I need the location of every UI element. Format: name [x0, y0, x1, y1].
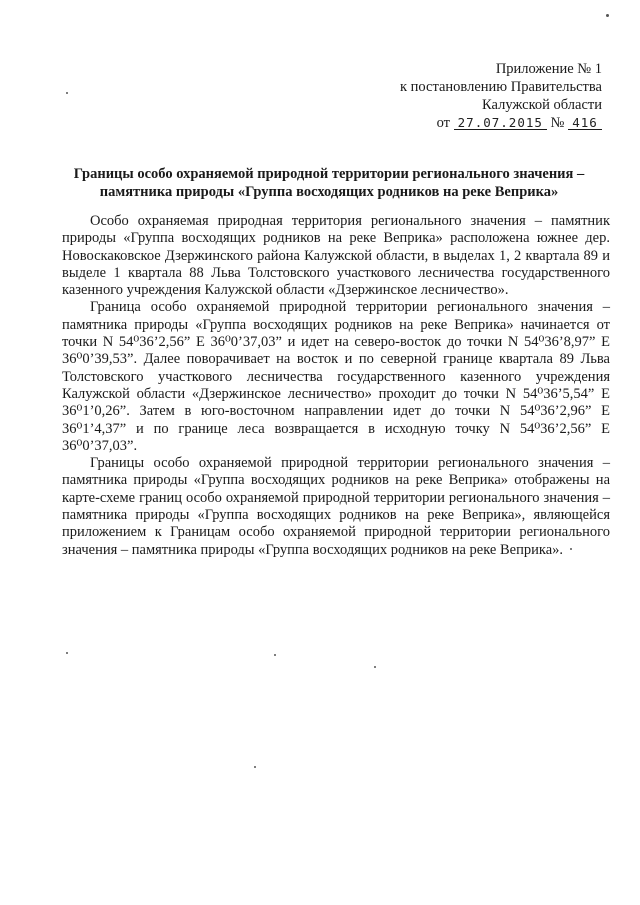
scan-speck: [374, 666, 376, 668]
paragraph-map-reference: Границы особо охраняемой природной территории регионального значения – памятника природы «Группа восходящих родников на реке Веприка» отображены на карте-схеме границ особо охраняемой природной территории регионального значения – памятника природы «Группа восходящих родников на реке Веприка», являющейся приложением к Границам особо охраняемой природной территории регионального значения – памятника природы «Группа восходящих родников на реке Веприка».: [62, 455, 610, 558]
document-title: [60, 165, 598, 201]
scan-speck: [66, 92, 68, 94]
title-line-1: Границы особо охраняемой природной территории регионального значения –: [73, 166, 585, 182]
scan-speck: [274, 654, 276, 656]
scan-speck: [66, 652, 68, 654]
title-line-2: памятника природы «Группа восходящих родников на реке Веприка»: [99, 184, 559, 200]
scan-speck: [254, 766, 256, 768]
appendix-number-label: Приложение № 1: [495, 61, 602, 77]
decree-date: 27.07.2015: [454, 116, 547, 130]
appendix-date-line: [342, 114, 602, 132]
appendix-header: [342, 60, 602, 132]
date-prefix: от: [436, 115, 451, 131]
appendix-decree-label: к постановлению Правительства: [400, 79, 602, 95]
decree-number: 416: [568, 116, 602, 130]
number-prefix: №: [550, 115, 565, 131]
appendix-region-label: Калужской области: [482, 97, 602, 113]
paragraph-location: Особо охраняемая природная территория регионального значения – памятник природы «Группа восходящих родников на реке Веприка» расположена южнее дер. Новоскаковское Дзержинского района Калужской области, в выделах 1, 2 квартала 89 и выделе 1 квартала 88 Льва Толстовского участкового лесничества государственного казенного учреждения Калужской области «Дзержинское лесничество».: [62, 213, 610, 299]
document-body: [62, 213, 610, 559]
paragraph-boundary-points: Граница особо охраняемой природной территории регионального значения – памятника природы «Группа восходящих родников на реке Веприка» начинается от точки N 54⁰36’2,56” E 36⁰0’37,03” и идет на северо-восток до точки N 54⁰36’8,97” E 36⁰0’39,53”. Далее поворачивает на восток и по северной границе квартала 89 Льва Толстовского участкового лесничества государственного казенного учреждения Калужской области «Дзержинское лесничество» проходит до точки N 54⁰36’5,54” E 36⁰1’0,26”. Затем в юго-восточном направлении идет до точки N 54⁰36’2,96” E 36⁰1’4,37” и по границе леса возвращается в исходную точку N 54⁰36’2,56” E 36⁰0’37,03”.: [62, 299, 610, 454]
scan-speck: [606, 14, 609, 17]
scan-speck: [570, 548, 572, 550]
